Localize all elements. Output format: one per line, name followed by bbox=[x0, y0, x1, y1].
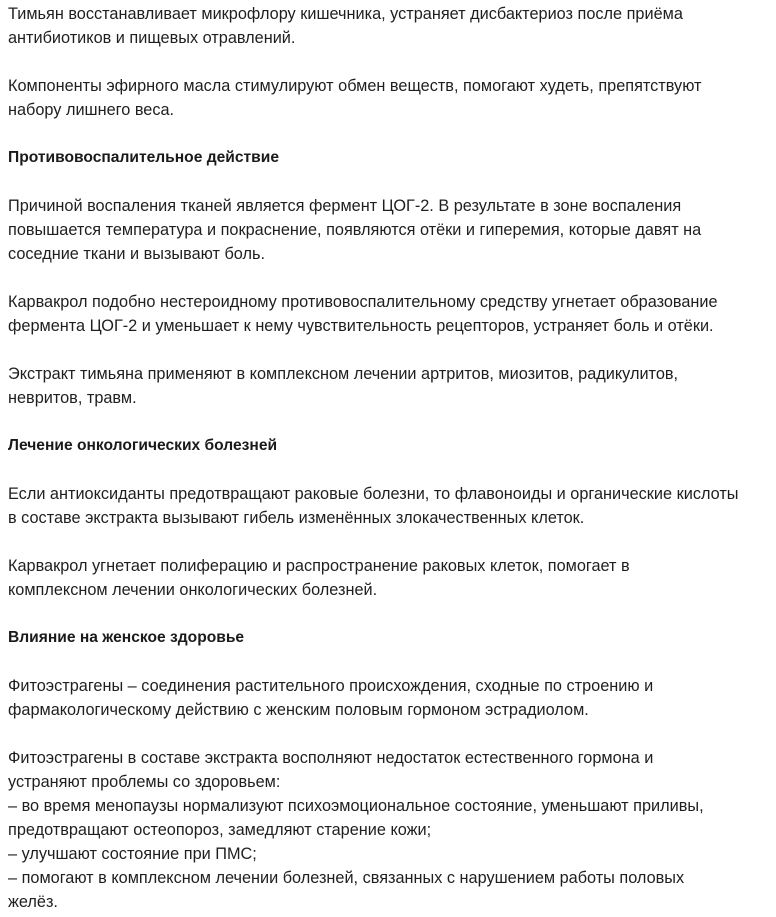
paragraph-inflammation-cause: Причиной воспаления тканей является фермент ЦОГ-2. В результате в зоне воспаления повышается температура и покраснение, появляются отёки и гиперемия, которые давят на соседние ткани и вызывают боль. bbox=[8, 197, 702, 263]
paragraph-antioxidants: Если антиоксиданты предотвращают раковые болезни, то флавоноиды и органические кислоты в составе экстракта вызывают гибель изменённых злокачественных клеток. bbox=[8, 485, 739, 527]
heading-anti-inflammatory: Противовоспалительное действие bbox=[8, 149, 280, 166]
paragraph-phytoestrogens-effect: Фитоэстрагены в составе экстракта восполняют недостаток естественного гормона и устраняют проблемы со здоровьем: bbox=[8, 749, 654, 791]
paragraph-metabolism: Компоненты эфирного масла стимулируют обмен веществ, помогают худеть, препятствуют набору лишнего веса. bbox=[8, 77, 702, 119]
heading-womens-health: Влияние на женское здоровье bbox=[8, 629, 245, 646]
heading-oncology: Лечение онкологических болезней bbox=[8, 437, 278, 454]
paragraph-microflora: Тимьян восстанавливает микрофлору кишечника, устраняет дисбактериоз после приёма антибиотиков и пищевых отравлений. bbox=[8, 5, 683, 47]
list-item-glands: – помогают в комплексном лечении болезней, связанных с нарушением работы половых желёз. bbox=[8, 869, 685, 911]
list-item-menopause: – во время менопаузы нормализуют психоэмоциональное состояние, уменьшают приливы, предотвращают остеопороз, замедляют старение кожи; bbox=[8, 797, 704, 839]
paragraph-carvacrol-cancer: Карвакрол угнетает полиферацию и распространение раковых клеток, помогает в комплексном лечении онкологических болезней. bbox=[8, 557, 630, 599]
paragraph-carvacrol-cox2: Карвакрол подобно нестероидному противовоспалительному средству угнетает образование фермента ЦОГ-2 и уменьшает к нему чувствительность рецепторов, устраняет боль и отёки. bbox=[8, 293, 718, 335]
paragraph-extract-usage: Экстракт тимьяна применяют в комплексном лечении артритов, миозитов, радикулитов, невритов, травм. bbox=[8, 365, 679, 407]
list-item-pms: – улучшают состояние при ПМС; bbox=[8, 845, 257, 863]
paragraph-phytoestrogens-definition: Фитоэстрагены – соединения растительного происхождения, сходные по строению и фармакологическому действию с женским половым гормоном эстрадиолом. bbox=[8, 677, 654, 719]
